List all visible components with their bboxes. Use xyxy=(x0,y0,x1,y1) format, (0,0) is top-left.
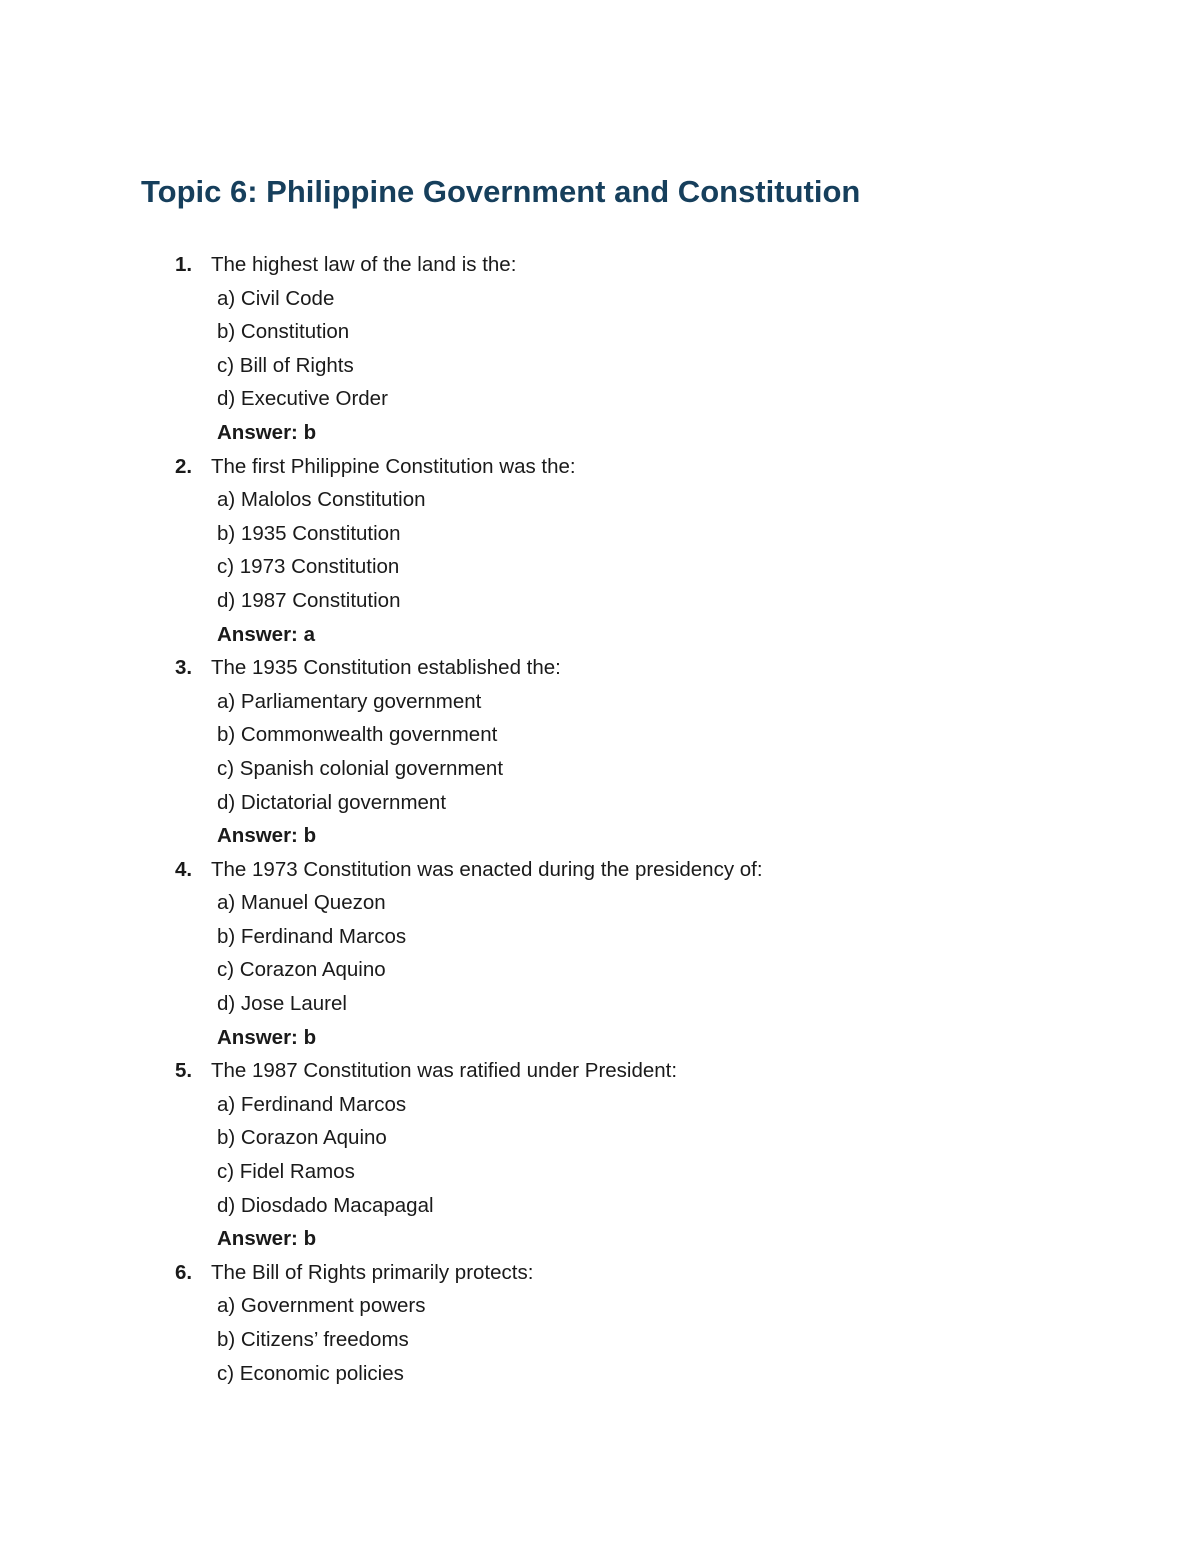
option-line xyxy=(0,282,1200,316)
option-line xyxy=(0,315,1200,349)
question-text: The first Philippine Constitution was the: xyxy=(211,454,576,478)
question-3 xyxy=(0,651,1200,853)
option-line xyxy=(0,1121,1200,1155)
option-line xyxy=(0,1289,1200,1323)
question-line xyxy=(0,651,1200,685)
option-d: d) 1987 Constitution xyxy=(217,588,401,612)
option-line xyxy=(0,786,1200,820)
option-c: c) Economic policies xyxy=(217,1361,404,1385)
question-line xyxy=(0,450,1200,484)
option-line xyxy=(0,382,1200,416)
option-c: c) Spanish colonial government xyxy=(217,756,504,780)
option-d: d) Dictatorial government xyxy=(217,790,447,814)
option-c: c) Bill of Rights xyxy=(217,353,354,377)
option-a: a) Parliamentary government xyxy=(217,689,482,713)
option-line xyxy=(0,920,1200,954)
answer-text: Answer: b xyxy=(217,1025,317,1049)
option-line xyxy=(0,584,1200,618)
question-text: The Bill of Rights primarily protects: xyxy=(211,1260,534,1284)
answer-line xyxy=(0,1021,1200,1055)
question-text: The 1987 Constitution was ratified under President: xyxy=(211,1059,678,1083)
question-number: 3. xyxy=(175,656,193,680)
option-d: d) Diosdado Macapagal xyxy=(217,1193,434,1217)
answer-line xyxy=(0,618,1200,652)
question-5 xyxy=(0,1054,1200,1256)
option-line xyxy=(0,550,1200,584)
option-d: d) Jose Laurel xyxy=(217,992,347,1016)
answer-line xyxy=(0,1222,1200,1256)
answer-text: Answer: a xyxy=(217,622,315,646)
answer-text: Answer: b xyxy=(217,1227,317,1251)
question-text: The 1935 Constitution established the: xyxy=(211,656,561,680)
question-1 xyxy=(0,248,1200,450)
option-line xyxy=(0,1155,1200,1189)
option-b: b) 1935 Constitution xyxy=(217,521,401,545)
option-line xyxy=(0,483,1200,517)
answer-line xyxy=(0,416,1200,450)
question-4 xyxy=(0,853,1200,1055)
option-line xyxy=(0,1088,1200,1122)
option-line xyxy=(0,886,1200,920)
answer-text: Answer: b xyxy=(217,824,317,848)
answer-text: Answer: b xyxy=(217,420,317,444)
option-b: b) Commonwealth government xyxy=(217,723,498,747)
option-line xyxy=(0,718,1200,752)
option-a: a) Ferdinand Marcos xyxy=(217,1092,407,1116)
option-c: c) Corazon Aquino xyxy=(217,958,386,982)
question-text: The highest law of the land is the: xyxy=(211,253,517,276)
option-a: a) Civil Code xyxy=(217,286,335,310)
page-title: Topic 6: Philippine Government and Constitution xyxy=(141,174,861,209)
option-b: b) Corazon Aquino xyxy=(217,1126,387,1150)
option-line xyxy=(0,685,1200,719)
question-number: 4. xyxy=(175,857,193,881)
option-c: c) 1973 Constitution xyxy=(217,555,400,579)
question-2 xyxy=(0,450,1200,652)
question-6 xyxy=(0,1256,1200,1390)
option-b: b) Ferdinand Marcos xyxy=(217,924,407,948)
option-line xyxy=(0,987,1200,1021)
option-d: d) Executive Order xyxy=(217,387,388,411)
option-a: a) Malolos Constitution xyxy=(217,488,426,512)
option-b: b) Citizens’ freedoms xyxy=(217,1328,409,1351)
option-line xyxy=(0,953,1200,987)
question-line xyxy=(0,853,1200,887)
option-a: a) Manuel Quezon xyxy=(217,891,386,915)
question-number: 5. xyxy=(175,1059,193,1083)
option-c: c) Fidel Ramos xyxy=(217,1160,355,1184)
option-line xyxy=(0,517,1200,551)
question-number: 2. xyxy=(175,454,193,478)
option-line xyxy=(0,1323,1200,1357)
option-line xyxy=(0,752,1200,786)
option-b: b) Constitution xyxy=(217,320,350,344)
option-a: a) Government powers xyxy=(217,1294,426,1318)
question-line xyxy=(0,1256,1200,1290)
question-line xyxy=(0,248,1200,282)
option-line xyxy=(0,1357,1200,1391)
answer-line xyxy=(0,819,1200,853)
option-line xyxy=(0,349,1200,383)
question-line xyxy=(0,1054,1200,1088)
question-number: 1. xyxy=(175,253,193,276)
option-line xyxy=(0,1189,1200,1223)
question-number: 6. xyxy=(175,1260,193,1284)
question-text: The 1973 Constitution was enacted during the presidency of: xyxy=(211,857,763,881)
question-list xyxy=(0,248,1200,1390)
